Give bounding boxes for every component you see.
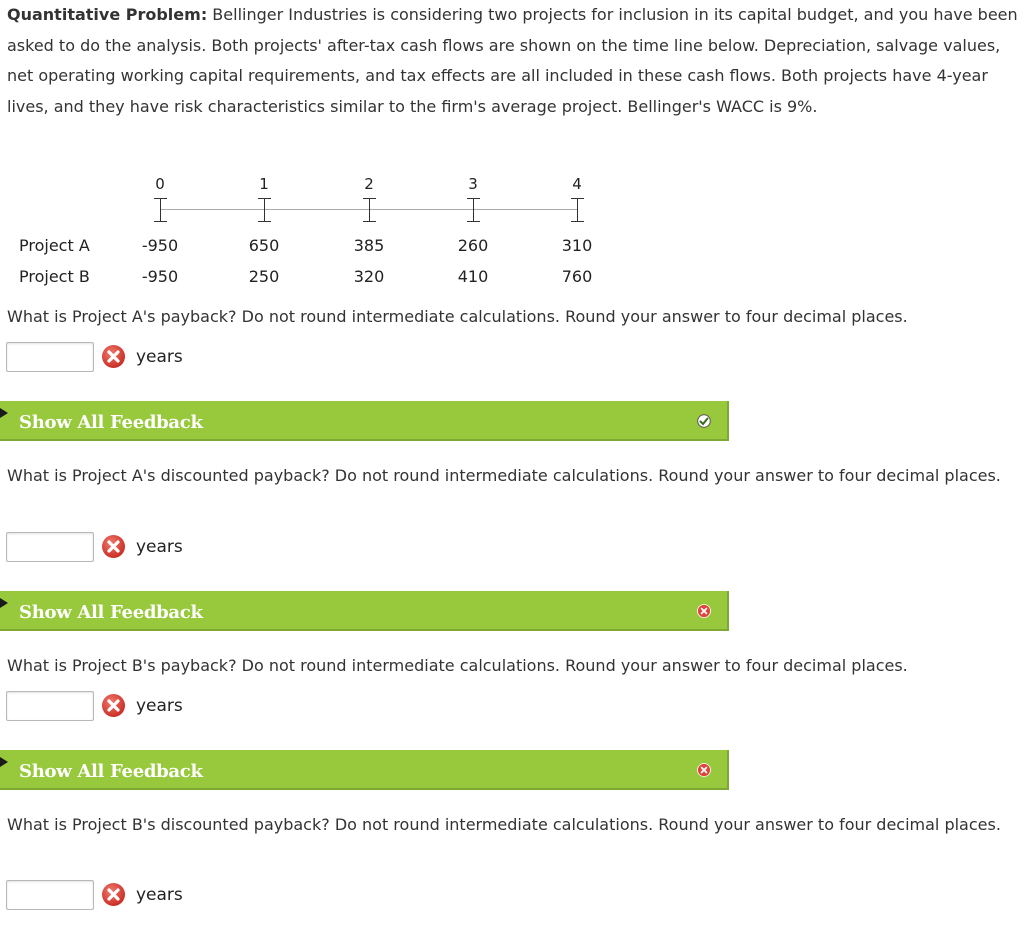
question-a-payback: What is Project A's payback? Do not round intermediate calculations. Round your answer to four decimal places. — [7, 307, 908, 326]
wrong-x-icon — [101, 534, 126, 559]
timeline-tick — [577, 198, 578, 222]
timeline-tick — [160, 198, 161, 222]
cash-flow-cell: 650 — [248, 236, 280, 255]
period-label: 3 — [468, 175, 478, 193]
period-label: 0 — [155, 175, 165, 193]
answer-row — [6, 880, 306, 914]
small-x-icon — [697, 604, 711, 618]
show-all-feedback-button[interactable] — [0, 750, 729, 790]
question-a-discounted-payback: What is Project A's discounted payback? Do not round intermediate calculations. Round your answer to four decimal places. — [7, 466, 1001, 485]
expand-arrow-icon — [0, 757, 8, 767]
answer-input-a-payback[interactable] — [6, 342, 94, 372]
unit-label: years — [136, 347, 183, 367]
period-label: 2 — [364, 175, 374, 193]
timeline-tick — [264, 198, 265, 222]
cash-flow-cell: 250 — [248, 267, 280, 286]
unit-label: years — [136, 885, 183, 905]
cash-flow-cell: -950 — [141, 267, 179, 286]
cash-flow-cell: 760 — [561, 267, 593, 286]
question-b-discounted-payback: What is Project B's discounted payback? Do not round intermediate calculations. Round your answer to four decimal places. — [7, 815, 1001, 834]
answer-input-b-payback[interactable] — [6, 691, 94, 721]
feedback-label: Show All Feedback — [19, 761, 203, 782]
unit-label: years — [136, 537, 183, 557]
cash-flow-cell: -950 — [141, 236, 179, 255]
expand-arrow-icon — [0, 408, 8, 418]
partial-check-icon — [697, 414, 711, 428]
show-all-feedback-button[interactable] — [0, 591, 729, 631]
period-label: 4 — [572, 175, 582, 193]
small-x-icon — [697, 763, 711, 777]
expand-arrow-icon — [0, 598, 8, 608]
answer-input-b-discounted-payback[interactable] — [6, 880, 94, 910]
feedback-label: Show All Feedback — [19, 602, 203, 623]
answer-row — [6, 691, 306, 725]
question-b-payback: What is Project B's payback? Do not round intermediate calculations. Round your answer to four decimal places. — [7, 656, 908, 675]
show-all-feedback-button[interactable] — [0, 401, 729, 441]
project-b-label: Project B — [19, 267, 90, 286]
period-label: 1 — [259, 175, 269, 193]
cash-flow-cell: 260 — [457, 236, 489, 255]
cash-flow-cell: 310 — [561, 236, 593, 255]
answer-row — [6, 532, 306, 566]
cash-flow-cell: 385 — [353, 236, 385, 255]
cash-flow-cell: 320 — [353, 267, 385, 286]
wrong-x-icon — [101, 882, 126, 907]
timeline-tick — [369, 198, 370, 222]
wrong-x-icon — [101, 344, 126, 369]
unit-label: years — [136, 696, 183, 716]
feedback-label: Show All Feedback — [19, 412, 203, 433]
answer-row — [6, 342, 306, 376]
project-a-label: Project A — [19, 236, 90, 255]
answer-input-a-discounted-payback[interactable] — [6, 532, 94, 562]
problem-statement — [7, 0, 1019, 122]
wrong-x-icon — [101, 693, 126, 718]
cash-flow-cell: 410 — [457, 267, 489, 286]
timeline-tick — [473, 198, 474, 222]
problem-label: Quantitative Problem: — [7, 5, 208, 24]
problem-text: Bellinger Industries is considering two projects for inclusion in its capital budget, and you have been asked to do the analysis. Both projects' after-tax cash flows are shown on the time line below. Depreciation, salvage values, net operating working capital requirements, and tax effects are all included in these cash flows. Both projects have 4-year lives, and they have risk characteristics similar to the firm's average project. Bellinger's WACC is 9%. — [7, 5, 1018, 116]
